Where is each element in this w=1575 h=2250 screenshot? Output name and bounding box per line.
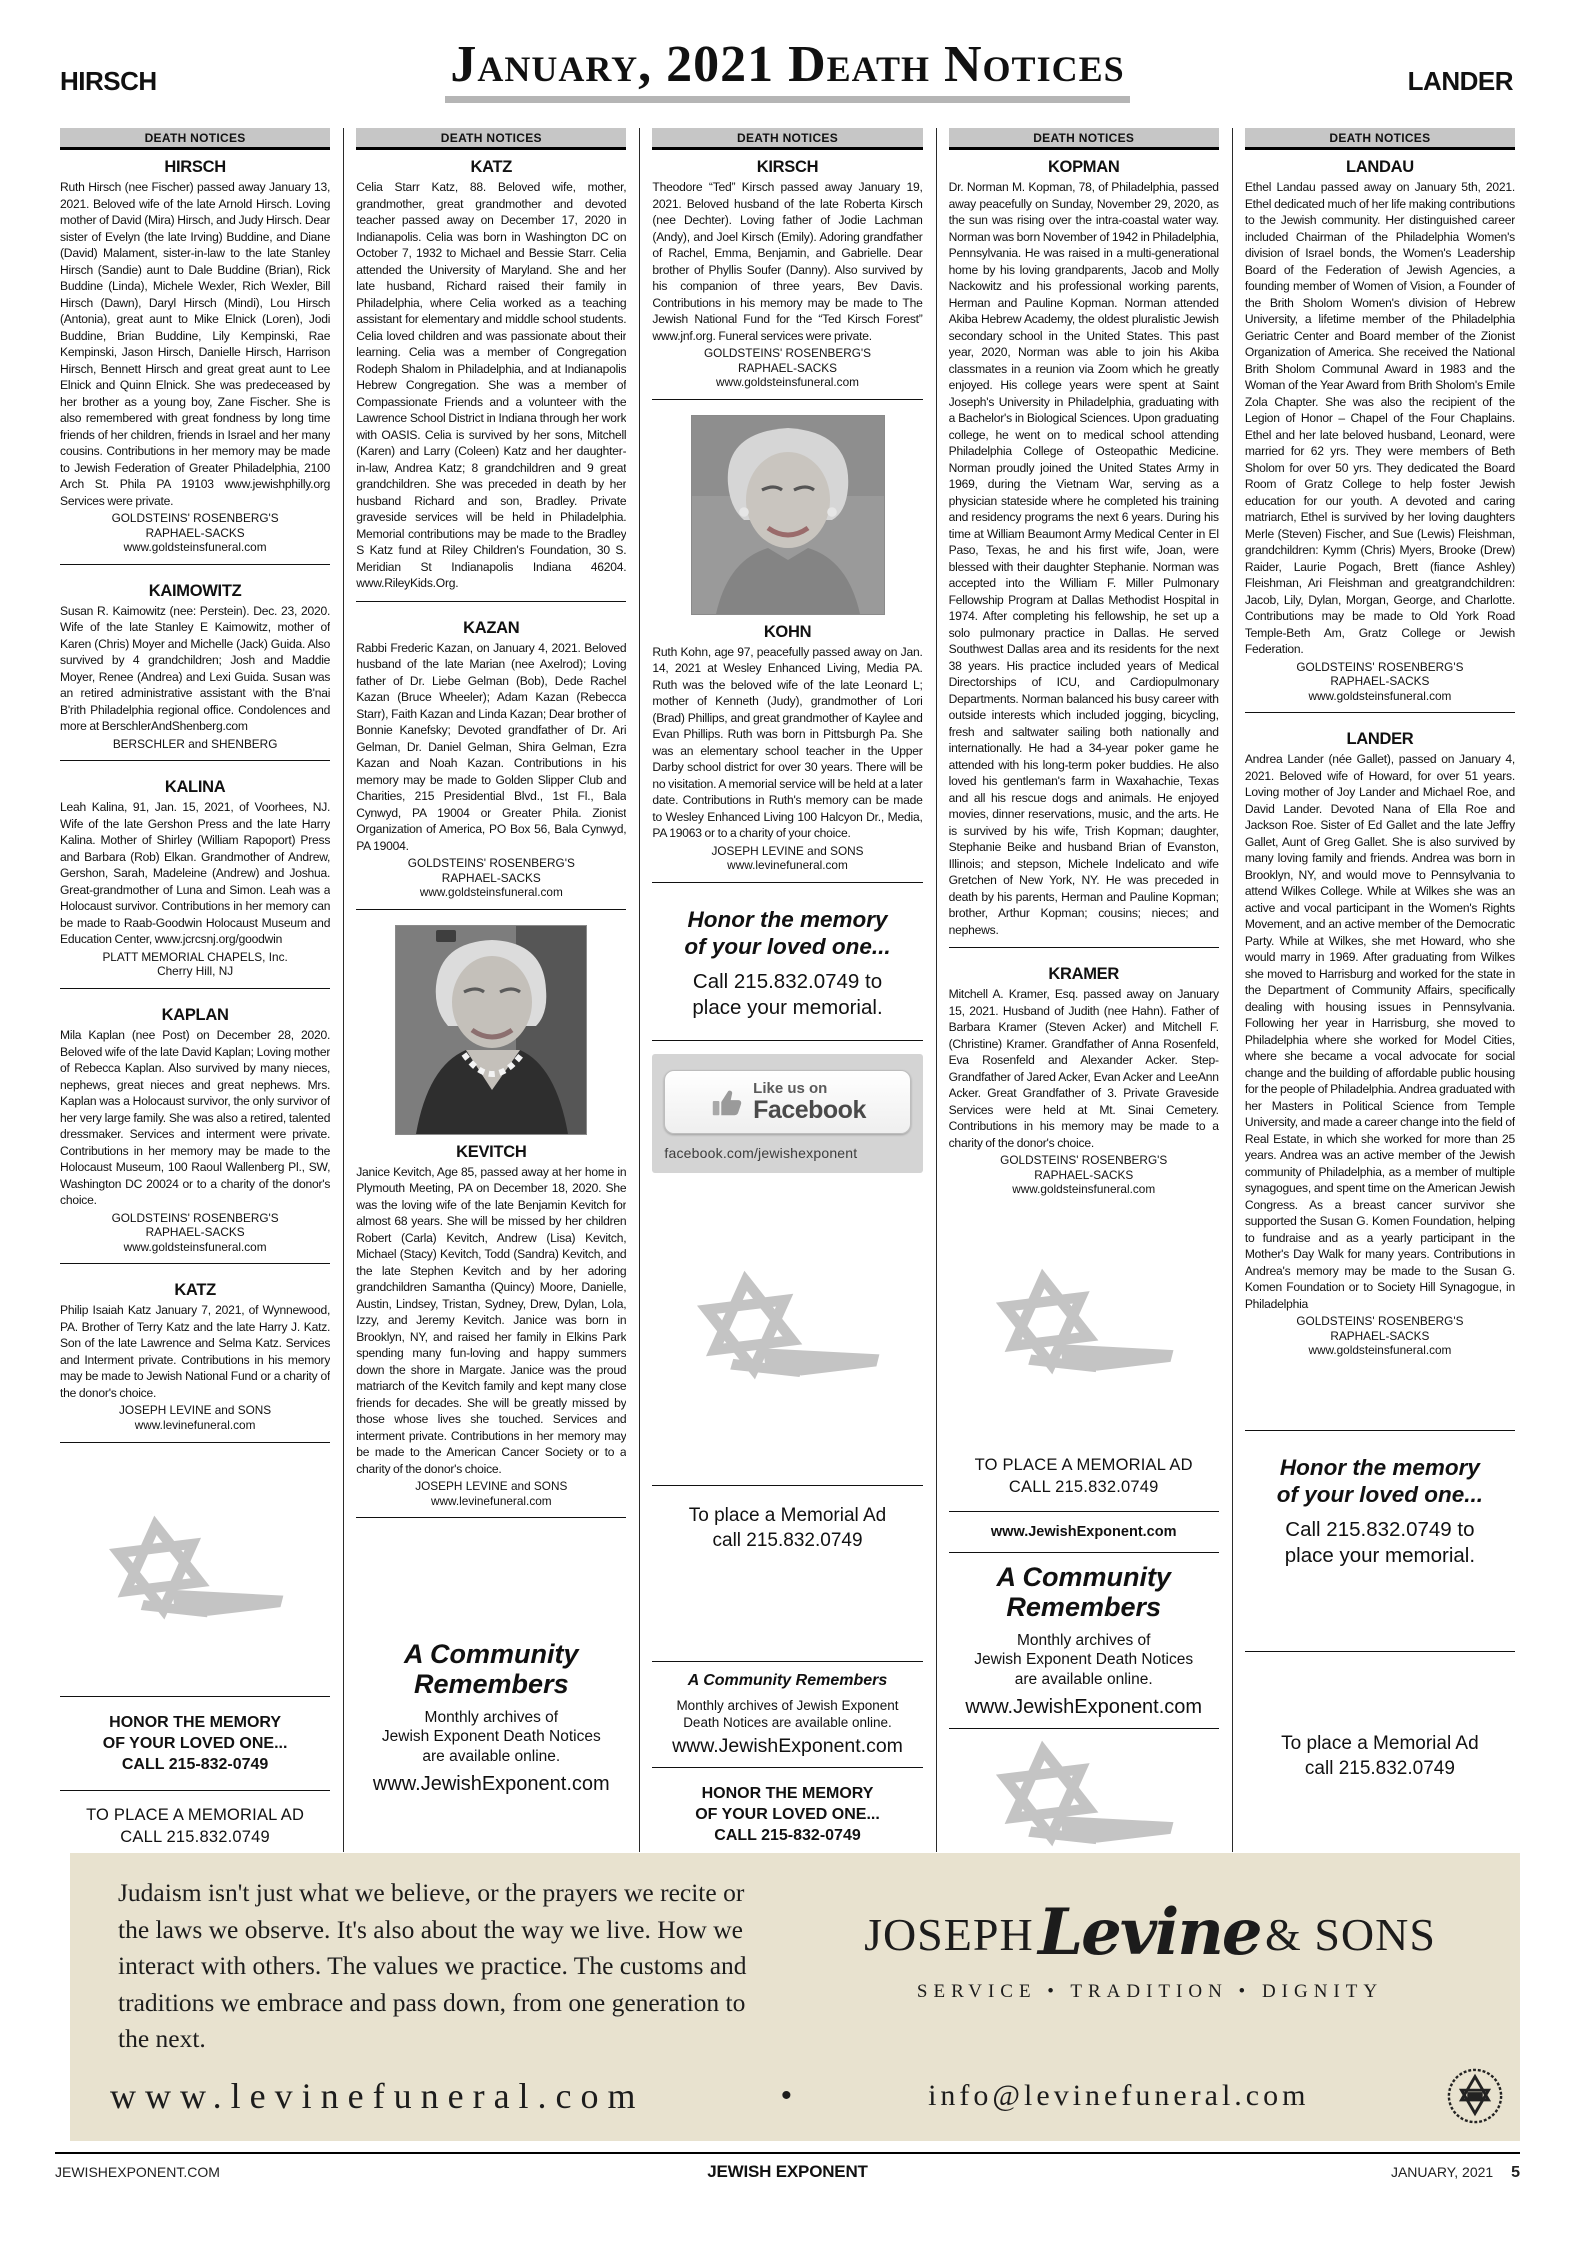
place-memorial-ad (1245, 1723, 1515, 1789)
community-remembers-small-ad (652, 1671, 922, 1758)
website-ad: www.JewishExponent.com (990, 1523, 1177, 1540)
notice-body: Janice Kevitch, Age 85, passed away at her home in Plymouth Meeting, PA on December 18, 2020. She was the loving wife of the late Benjamin Kevitch for almost 68 years. She will be missed by her children Robert (Carla) Kevitch, Andrew (Lisa) Kevitch, Michael (Stacy) Kevitch, Todd (Sandra) Kevitch, and the late Stephen Kevitch and by her adoring grandchildren Samantha (Quincy) Moore, Danielle, Austin, Lindsey, Tristan, Sydney, Drew, Dylan, Lola, Izzy, and Jeremy Kevitch. Janice was born in Brooklyn, NY, and raised her family in Elkins Park spending many fun-loving and happy summers down the shore in Margate. Janice was the proud matriarch of the Kevitch family and kept many close friends for decades. She will be greatly missed by those whose lives she touched. Services and interment private. Contributions in her memory may be made to the American Cancer Society or to a charity of the donor's choice. (356, 1164, 627, 1476)
column-2 (356, 128, 626, 1852)
signature-line: www.levinefuneral.com (430, 1493, 552, 1508)
signature-line: RAPHAEL-SACKS (145, 525, 245, 540)
ad-title: Honor the memory (1279, 1454, 1480, 1480)
funeral-home-signature (1245, 1314, 1515, 1358)
notice-title: KIRSCH (756, 158, 819, 176)
notice-body: Celia Starr Katz, 88. Beloved wife, mother, grandmother, great grandmother and devoted teacher passed away on December 17, 2020 in Indianapolis. Celia was born in Washington DC on October 7, 1932 to Michael and Bessie Starr. Celia attended the University of Maryland. She and her late husband, Richard raised their family in Philadelphia, where Celia worked as a teaching assistant for elementary and middle school students. Celia loved children and was passionate about their learning. Celia was a member of Congregation Rodeph Shalom in Philadelphia, and at Indianapolis Hebrew Congregation. She was a member of Compassionate Friends and a volunteer with the Lawrence School District in Indiana through her work with OASIS. Celia is survived by her sons, Mitchell (Karen) and Larry (Coleen) Katz and her daughter-in-law, Andrea Katz; 8 grandchildren and 9 great grandchildren. She was preceded in death by her husband Richard and son, Bradley. Private graveside services will be held in Philadelphia. Memorial contributions may be made to the Bradley S Katz fund at Riley Children's Foundation, 30 S. Meridian St Indianapolis Indiana 46204. www.RileyKids.Org. (356, 180, 627, 590)
notice-body: Andrea Lander (née Gallet), passed on January 4, 2021. Beloved wife of Howard, for over 51 years. Loving mother of Joy Lander and Michael Roe, and David Lander. Devoted Nana of Ella Roe and Jackson Roe. Sister of Ed Gallet and the late Jeffry Gallet, Aunt of Greg Gallet. She is also survived by many loving family and friends. Andrea was born in Brooklyn, NY, and would move to Pennsylvania to attend Wilkes College. While at Wilkes she was an active and vocal participant in the Women's Rights Movement, and an active member of the Democratic Party. While at Wilkes, she met Howard, who she would marry in 1969. After graduating from Wilkes she moved to Harrisburg and worked for the state in the Department of Community Affairs, specifically dealing with housing issues in Pennsylvania. Following her year in Harrisburg, she moved to Philadelphia where she worked for Model Cities, where she became a vocal advocate for social change and the building of affordable public housing for the people of Philadelphia. Andrea graduated with her Masters in Political Science from Temple University, and made a career change into the field of Real Estate, in which she worked for more than 25 years. Andrea was an active member of the Jewish community of Philadelphia, as a member of multiple synagogues, and spent time on the American Jewish Congress. As a breast cancer survivor she supported the Susan G. Komen Foundation, helping to fundraise and as a yearly participant in the Mother's Day Walk for many years. Contributions in Andrea's memory may be made to the Susan G. Komen Foundation or to Society Hill Synagogue, in Philadelphia (1244, 752, 1516, 1311)
signature-line: www.goldsteinsfuneral.com (123, 540, 267, 555)
ad-line: are available online. (422, 1747, 561, 1765)
kevitch-portrait-photo (356, 925, 626, 1135)
section-divider (949, 1511, 1219, 1512)
kohn-portrait-photo (652, 415, 922, 615)
facebook-url: facebook.com/jewishexponent (664, 1144, 858, 1161)
funeral-home-signature (356, 856, 626, 900)
death-notices-bar: DEATH NOTICES (949, 128, 1219, 150)
funeral-home-signature (356, 1479, 626, 1508)
jewish-funeral-directors-seal-icon (1446, 2067, 1504, 2125)
ad-phone: CALL 215-832-0749 (121, 1756, 269, 1773)
section-divider (652, 1485, 922, 1486)
section-divider (60, 1790, 330, 1791)
section-divider (1245, 1430, 1515, 1431)
ad-phone: Call 215.832.0749 to (1285, 1517, 1475, 1541)
ad-phone: CALL 215.832.0749 (1008, 1477, 1159, 1496)
signature-line: www.goldsteinsfuneral.com (1308, 1343, 1452, 1358)
column-rule (936, 128, 937, 1852)
notice-landau (1245, 150, 1515, 703)
columns-area (60, 128, 1515, 1852)
ad-url: www.JewishExponent.com (372, 1773, 610, 1796)
ad-paragraph: Judaism isn't just what we believe, or the prayers we recite or the laws we observe. It's also about the way we live. How we interact with others. The values we practice. The customs and traditions we embrace and pass down, from one generation to the next. (118, 1878, 747, 2053)
star-of-david-icon (652, 1268, 922, 1385)
signature-line: JOSEPH LEVINE and SONS (119, 1403, 272, 1418)
ad-phone: CALL 215-832-0749 (714, 1827, 861, 1845)
honor-memory-ad (652, 1777, 922, 1852)
section-divider (652, 1040, 922, 1041)
signature-line: RAPHAEL-SACKS (1330, 1328, 1430, 1343)
signature-line: Cherry Hill, NJ (157, 964, 234, 979)
signature-line: RAPHAEL-SACKS (738, 360, 837, 375)
ad-title: Remembers (414, 1668, 569, 1699)
section-divider (60, 1696, 330, 1697)
signature-line: RAPHAEL-SACKS (441, 870, 541, 885)
footer-date-page (1032, 2164, 1520, 2182)
death-notices-bar: DEATH NOTICES (60, 128, 330, 150)
notice-title: KATZ (174, 1281, 216, 1300)
notice-body: Dr. Norman M. Kopman, 78, of Philadelphia, passed away peacefully on Sunday, November 29, 2020, as the sun was rising over the intra-coastal water way. Norman was born November of 1942 in Philadelphia, Pennsylvania. He was raised in a multi-generational home by his loving grandparents, Jacob and Molly Nackowitz and his professional working parents, Herman and Pauline Kopman. Norman attended Akiba Hebrew Academy, the oldest pluralistic Jewish secondary school in the United States. This past year, 2020, Norman was able to join his Akiba classmates in a reunion via Zoom which he greatly enjoyed. His college years were spent at Saint Joseph's University in Philadelphia, graduating with a Bachelor's in Biological Sciences. Upon graduating college, he went on to medical school attending Philadelphia College of Osteopathic Medicine. Norman proudly joined the United States Army in 1969, during the Vietnam War, serving as a physician stateside where he completed his training and residency programs the next 6 years. During his time at William Beaumont Army Medical Center in El Paso, Texas, he and his first wife, Joan, were blessed with their daughter Stephanie. Norman was accepted into the William F. Miller Pulmonary Fellowship Program at Dallas Methodist Hospital in 1974. After completing his fellowship, he set up a solo pulmonary practice in Dallas. He served Southwest Dallas area and its residents for the next 38 years. His practice included years of Medical Directorships of ICU, and Cardiopulmonary Departments. Norman balanced his busy career with outside interests which included jogging, bicycling, fresh and saltwater sailing both nationally and internationally. He had a 34-year poker game he attended with his long-term poker buddies. He also loved his gentleman's farm in Waxahachie, Texas and all his rescue dogs and animals. He enjoyed movies, dinner reservations, music, and the arts. He is survived by his wife, Trish Kopman; daughter, Stephanie Beike and husband Brian of Evanston, Illinois; and stepson, Michele Indelicato and wife Gretchen of New York, NY. He was preceded in death by his parents, Herman and Pauline Kopman; brother, Arthur Kopman; cousins; nieces; and nephews. (948, 180, 1219, 937)
funeral-home-signature (60, 950, 330, 979)
death-notices-bar: DEATH NOTICES (1245, 128, 1515, 150)
levine-banner-ad (70, 1853, 1520, 2141)
ad-title: A Community (996, 1561, 1171, 1592)
ad-title: of your loved one... (1276, 1481, 1484, 1507)
funeral-home-signature (60, 737, 330, 752)
signature-line: GOLDSTEINS' ROSENBERG'S (407, 856, 575, 870)
section-divider (1245, 1651, 1515, 1652)
notice-kirsch (652, 150, 922, 390)
footer-publication: JEWISH EXPONENT (707, 2162, 868, 2181)
notice-kohn (652, 615, 922, 873)
running-head-right: LANDER (1407, 66, 1513, 96)
section-divider (949, 1728, 1219, 1729)
bullet-separator: • (781, 2079, 792, 2112)
notice-title: KATZ (470, 158, 513, 176)
column-rule (1232, 128, 1233, 1852)
levine-brand (810, 1891, 1490, 1970)
section-divider (1245, 712, 1515, 713)
funeral-home-signature (60, 1403, 330, 1432)
honor-memory-italic-ad (652, 892, 922, 1031)
notice-lander (1245, 722, 1515, 1358)
notice-title: KOHN (763, 622, 812, 641)
signature-line: www.goldsteinsfuneral.com (419, 885, 563, 900)
column-rule (343, 128, 344, 1852)
honor-memory-ad (60, 1706, 330, 1781)
column-3 (652, 128, 922, 1852)
section-divider (652, 1767, 922, 1768)
notice-body: Susan R. Kaimowitz (nee: Perstein). Dec. 23, 2020. Wife of the late Stanley E Kaimowitz, mother of Karen (Chris) Moyer and Michelle (Jack) Guida. Also survived by 4 grandchildren; Josh and Maddie Moyer, Renee (Andrea) and Lexi Guida. Susan was an retired administrative assistant with the B'nai B'rith Philadelphia regional office. Condolences and more at BerschlerAndShenberg.com (60, 603, 331, 734)
ad-phone: CALL 215.832.0749 (120, 1828, 270, 1846)
signature-line: www.levinefuneral.com (727, 858, 848, 873)
section-divider (60, 760, 330, 761)
section-divider (356, 601, 626, 602)
notice-title: LANDAU (1345, 158, 1414, 176)
signature-line: JOSEPH LEVINE and SONS (415, 1479, 568, 1494)
ad-line: Jewish Exponent Death Notices (381, 1728, 601, 1746)
notice-title: KEVITCH (456, 1142, 527, 1161)
section-divider (949, 947, 1219, 948)
footer-site: JEWISHEXPONENT.COM (55, 2164, 220, 2180)
notice-title: LANDER (1346, 730, 1414, 749)
signature-line: BERSCHLER and SHENBERG (112, 736, 278, 751)
notice-title: KAIMOWITZ (148, 581, 242, 600)
notice-kramer (949, 957, 1219, 1197)
ad-line: Monthly archives of (1016, 1631, 1151, 1649)
notice-title: KAZAN (463, 618, 520, 637)
ad-line: To place a Memorial Ad (688, 1505, 887, 1526)
section-divider (356, 1517, 626, 1518)
ad-title: A Community Remembers (687, 1672, 888, 1690)
place-memorial-ad (949, 1450, 1219, 1502)
notice-title: HIRSCH (164, 158, 226, 176)
running-head-left: HIRSCH (60, 66, 157, 96)
notice-body: Philip Isaiah Katz January 7, 2021, of Wynnewood, PA. Brother of Terry Katz and the late Harry J. Katz. Son of the late Lawrence and Selma Katz. Services and Interment private. Contributions in his memory may be made to Jewish National Fund or a charity of the donor's choice. (60, 1303, 331, 1400)
ad-line: place your memorial. (692, 995, 883, 1019)
signature-line: www.goldsteinsfuneral.com (1012, 1182, 1156, 1197)
star-of-david-icon (60, 1513, 330, 1625)
ad-line: Jewish Exponent Death Notices (974, 1651, 1194, 1668)
notice-katz-philip (60, 1273, 330, 1432)
masthead (0, 36, 1575, 103)
ad-line: HONOR THE MEMORY (109, 1714, 282, 1731)
notice-kaplan (60, 998, 330, 1254)
signature-line: www.levinefuneral.com (134, 1417, 256, 1432)
ad-title: Remembers (1006, 1591, 1161, 1622)
star-of-david-icon (949, 1738, 1219, 1852)
signature-line: PLATT MEMORIAL CHAPELS, Inc. (102, 949, 288, 964)
funeral-home-signature (652, 346, 922, 390)
signature-line: GOLDSTEINS' ROSENBERG'S (111, 511, 279, 525)
section-divider (652, 1661, 922, 1662)
section-divider (652, 399, 922, 400)
notice-title: KOPMAN (1047, 158, 1120, 176)
ad-line: OF YOUR LOVED ONE... (102, 1735, 288, 1752)
notice-kalina (60, 770, 330, 979)
signature-line: www.goldsteinsfuneral.com (123, 1239, 267, 1254)
notice-title: KRAMER (1048, 965, 1120, 983)
ad-line: TO PLACE A MEMORIAL AD (974, 1455, 1193, 1474)
signature-line: JOSEPH LEVINE and SONS (711, 843, 864, 858)
brand-script-name: Levine (1038, 1895, 1261, 1970)
community-remembers-ad (356, 1639, 626, 1797)
notice-kopman (949, 150, 1219, 938)
signature-line: www.goldsteinsfuneral.com (1308, 688, 1452, 703)
ad-title: of your loved one... (684, 933, 891, 959)
notice-kevitch (356, 1135, 626, 1509)
funeral-home-signature (652, 844, 922, 873)
ad-line: HONOR THE MEMORY (701, 1785, 874, 1803)
footer-page-number: 5 (1511, 2164, 1520, 2181)
funeral-home-signature (60, 1211, 330, 1255)
ad-line: Monthly archives of (424, 1708, 559, 1726)
footer-date: JANUARY, 2021 (1390, 2164, 1494, 2180)
community-remembers-ad (949, 1562, 1219, 1720)
section-divider (60, 988, 330, 989)
ad-line: place your memorial. (1284, 1543, 1476, 1567)
brand-first-name: JOSEPH (864, 1909, 1034, 1960)
signature-line: www.goldsteinsfuneral.com (716, 375, 859, 390)
thumbs-up-icon (709, 1085, 743, 1119)
notice-body: Leah Kalina, 91, Jan. 15, 2021, of Voorhees, NJ. Wife of the late Gershon Press and the late Harry Kalina. Mother of Shirley (William Rapoport) Press and Barbara (Rob) Elkan. Grandmother of Andrew, Gershon, Sarah, Madeleine (Andrew) and Joshua. Great-grandmother of Luna and Simon. Leah was a Holocaust survivor. Contributions in her memory can be made to Raab-Goodwin Holocaust Museum and Education Center, www.jcrcsnj.org/goodwin (60, 800, 331, 947)
notice-kaimowitz (60, 574, 330, 752)
levine-url: www.levinefuneral.com (110, 2076, 645, 2116)
ad-url: www.JewishExponent.com (672, 1735, 903, 1758)
facebook-line: Like us on (753, 1079, 828, 1097)
section-divider (949, 1552, 1219, 1553)
brand-tagline: SERVICE • TRADITION • DIGNITY (916, 1981, 1384, 2002)
notice-kazan (356, 611, 626, 900)
ad-url: www.JewishExponent.com (965, 1696, 1203, 1718)
ad-title: Honor the memory (687, 906, 888, 932)
signature-line: GOLDSTEINS' ROSENBERG'S (1296, 1314, 1464, 1329)
signature-line: RAPHAEL-SACKS (145, 1225, 245, 1240)
funeral-home-signature (949, 1153, 1219, 1197)
ad-phone: Call 215.832.0749 to (692, 969, 883, 993)
place-memorial-ad (652, 1495, 922, 1561)
masthead-underline (445, 96, 1130, 103)
honor-memory-italic-ad (1245, 1440, 1515, 1579)
brand-suffix: & SONS (1265, 1909, 1436, 1960)
notice-body: Ruth Kohn, age 97, peacefully passed away on Jan. 14, 2021 at Wesley Enhanced Living, Media PA. Ruth was the beloved wife of the late Leonard L; mother of Kenneth (Judy), grandmother of Lori (Brad) Phillips, and great grandmother of Kaylee and Evan Phillips. Ruth was born in Pittsburgh Pa. She was an elementary school teacher in the Upper Darby school district for over 30 years. There will be no visitation. A memorial service will be held at a later date. Contributions in Ruth's memory can be made to Wesley Enhanced Living 100 Halcyon Dr., Media, PA 19063 or to a charity of your choice. (652, 644, 923, 841)
ad-line: To place a Memorial Ad (1281, 1733, 1479, 1755)
page-title: January, 2021 Death Notices (450, 36, 1125, 93)
facebook-like-button (664, 1070, 910, 1134)
footer (55, 2162, 1520, 2182)
notice-body: Theodore “Ted” Kirsch passed away January 19, 2021. Beloved husband of the late Roberta Kirsch (nee Dechter). Loving father of Jodie Lachman (Andy), and Joel Kirsch (Emily). Adoring grandfather of Rachel, Emma, Benjamin, and Gabrielle. Dear brother of Phyllis Soufer (Danny). Also survived by his companion of three years, Bev Davis. Contributions in his memory may be made to The Jewish National Fund for the “Ted Kirsch Forest” www.jnf.org. Funeral services were private. (652, 180, 923, 343)
levine-email: info@levinefuneral.com (928, 2079, 1310, 2112)
facebook-logo-text: Facebook (753, 1095, 866, 1124)
notice-katz-celia (356, 150, 626, 592)
ad-line: are available online. (1014, 1670, 1153, 1688)
section-divider (60, 564, 330, 565)
notice-body: Ethel Landau passed away on January 5th, 2021. Ethel dedicated much of her life making contributions to the Jewish community. Her distinguished career included Chairman of the Philadelphia Women's division of Israel bonds, the Women's Leadership Board of the Federation of Jewish Agencies, a founding member of Women of Vision, a Founder of the Brith Sholom Women's division of Hebrew University, a lifetime member of the Philadelphia Geriatric Center and Board member of the Zionist Organization of America. She received the National Brith Sholom Communal Award in 1983 and the Woman of the Year Award from Brith Sholom's Emile Zola Chapter. She was also the recipient of the Legion of Honor – Chapel of the Four Chaplains. Ethel and her late beloved husband, Leonard, were married for 62 yrs. They were members of Beth Sholom for over 50 yrs. They dedicated the Board Room of Gratz College to help foster Jewish education for our youth. A devoted and caring matriarch, Ethel is survived by her loving daughters Merle (Steven) Fischer, and Sue (Lewis) Fleishman, grandchildren: Kymm (Chris) Myers, Brooke (Drew) Raider, Laurie Pogach, Brett (fiance Ashley) Fleishman, Ari Fleishman and greatgrandchildren: Jacob, Lily, Dylan, Morgan, George, and Charlotte. Contributions may be made to Old York Road Temple-Beth Am, Gratz College or Jewish Federation. (1244, 180, 1516, 656)
section-divider (60, 1442, 330, 1443)
facebook-promo (652, 1054, 922, 1173)
footer-rule (55, 2152, 1520, 2154)
notice-body: Rabbi Frederic Kazan, on January 4, 2021. Beloved husband of the late Marian (nee Axelrod); Loving father of Dr. Liebe Gelman (Bob), Dede Rachel Kazan (Bruce Wheeler); Adam Kazan (Rebecca Starr), Faith Kazan and Linda Kazan; Dear brother of Bonnie Kanefsky; Devoted grandfather of Dr. Ari Gelman, Dr. Daniel Gelman, Shira Gelman, Ezra Kazan and Noah Kazan. Contributions in his memory may be made to Golden Slipper Club and Charities, 215 Presidential Blvd., 1st Fl., Bala Cynwyd, PA 19004 or Greater Phila. Zionist Organization of America, PO Box 56, Bala Cynwyd, PA 19004. (356, 640, 627, 853)
notice-body: Mila Kaplan (nee Post) on December 28, 2020. Beloved wife of the late David Kaplan; Loving mother of Rebecca Kaplan. Also survived by many nieces, nephews, great nieces and great nephews. Mrs. Kaplan was a Holocaust survivor, the only survivor of her very large family. She was also a retired, talented dressmaker. Services and interment were private. Contributions in her memory may be made to the Holocaust Museum, 100 Raoul Wallenberg Pl., SW, Washington DC 20024 or to a charity of the donor's choice. (60, 1028, 331, 1208)
section-divider (356, 909, 626, 910)
notice-body: Mitchell A. Kramer, Esq. passed away on January 15, 2021. Husband of Judith (nee Hahn). Father of Barbara Kramer (Steven Acker) and Mitchell F. (Christine) Kramer. Grandfather of Anna Rosenfeld, Eva Rosenfeld and Alexander Acker. Step-Grandfather of Jared Acker, Evan Acker and LeeAnn Acker. Great Grandfather of 3. Private Graveside Services were held at Mt. Sinai Cemetery. Contributions in his memory may be made to a charity of the donor's choice. (948, 987, 1219, 1150)
notice-title: KAPLAN (161, 1006, 229, 1025)
notice-body: Ruth Hirsch (nee Fischer) passed away January 13, 2021. Beloved wife of the late Arnold Hirsch. Loving mother of David (Mira) Hirsch, and Judy Hirsch. Dear sister of Evelyn (the late Irving) Buddine, and Diane (David) Malament, sister-in-law to the late Stanley Hirsch (Sandie) aunt to Dale Buddine (Brian), Rick Buddine (Linda), Michele Wexler, Rich Wexler, Bill Hirsch (Dawn), Daryl Hirsch (Mindi), Lou Hirsch (Antonia), great aunt to Mike Elnick (Loren), Jodi Buddine, Brian Buddine, Lily Kempinski, Rae Kempinski, Jason Hirsch, Danielle Hirsch, Harrison Hirsch, Bennett Hirsch and great great aunt to Lee Elnick and Quinn Elnick. She was predeceased by her brother as a young boy, Zane Fischer. She is also remembered with great fondness by long time friends of her children, friends in Israel and her many cousins. Contributions in her memory may be made to Jewish Federation of Greater Philadelphia, 2100 Arch St. Phila PA 19103 www.jewishphilly.org Services were private. (60, 180, 331, 508)
ad-phone: call 215.832.0749 (712, 1530, 863, 1551)
column-rule (639, 128, 640, 1852)
signature-line: GOLDSTEINS' ROSENBERG'S (703, 346, 872, 360)
signature-line: GOLDSTEINS' ROSENBERG'S (111, 1210, 279, 1225)
death-notices-bar: DEATH NOTICES (356, 128, 626, 150)
notice-hirsch (60, 150, 330, 555)
signature-line: GOLDSTEINS' ROSENBERG'S (1000, 1153, 1168, 1167)
ad-line: OF YOUR LOVED ONE... (695, 1806, 880, 1824)
signature-line: RAPHAEL-SACKS (1034, 1167, 1134, 1182)
ad-phone: call 215.832.0749 (1304, 1758, 1455, 1780)
funeral-home-signature (60, 511, 330, 555)
star-of-david-icon (949, 1266, 1219, 1380)
ad-line: Monthly archives of Jewish Exponent (676, 1698, 899, 1714)
column-4 (949, 128, 1219, 1852)
ad-title: A Community (404, 1638, 579, 1669)
signature-line: RAPHAEL-SACKS (1330, 674, 1430, 689)
ad-line: TO PLACE A MEMORIAL AD (86, 1806, 305, 1824)
signature-line: GOLDSTEINS' ROSENBERG'S (1296, 659, 1464, 674)
death-notices-bar: DEATH NOTICES (652, 128, 922, 150)
funeral-home-signature (1245, 660, 1515, 704)
column-5 (1245, 128, 1515, 1852)
levine-contact-row (110, 2067, 1504, 2125)
section-divider (60, 1263, 330, 1264)
ad-line: Death Notices are available online. (683, 1715, 892, 1731)
notice-title: KALINA (164, 778, 226, 797)
section-divider (652, 882, 922, 883)
column-1 (60, 128, 330, 1852)
place-memorial-ad (60, 1800, 330, 1852)
